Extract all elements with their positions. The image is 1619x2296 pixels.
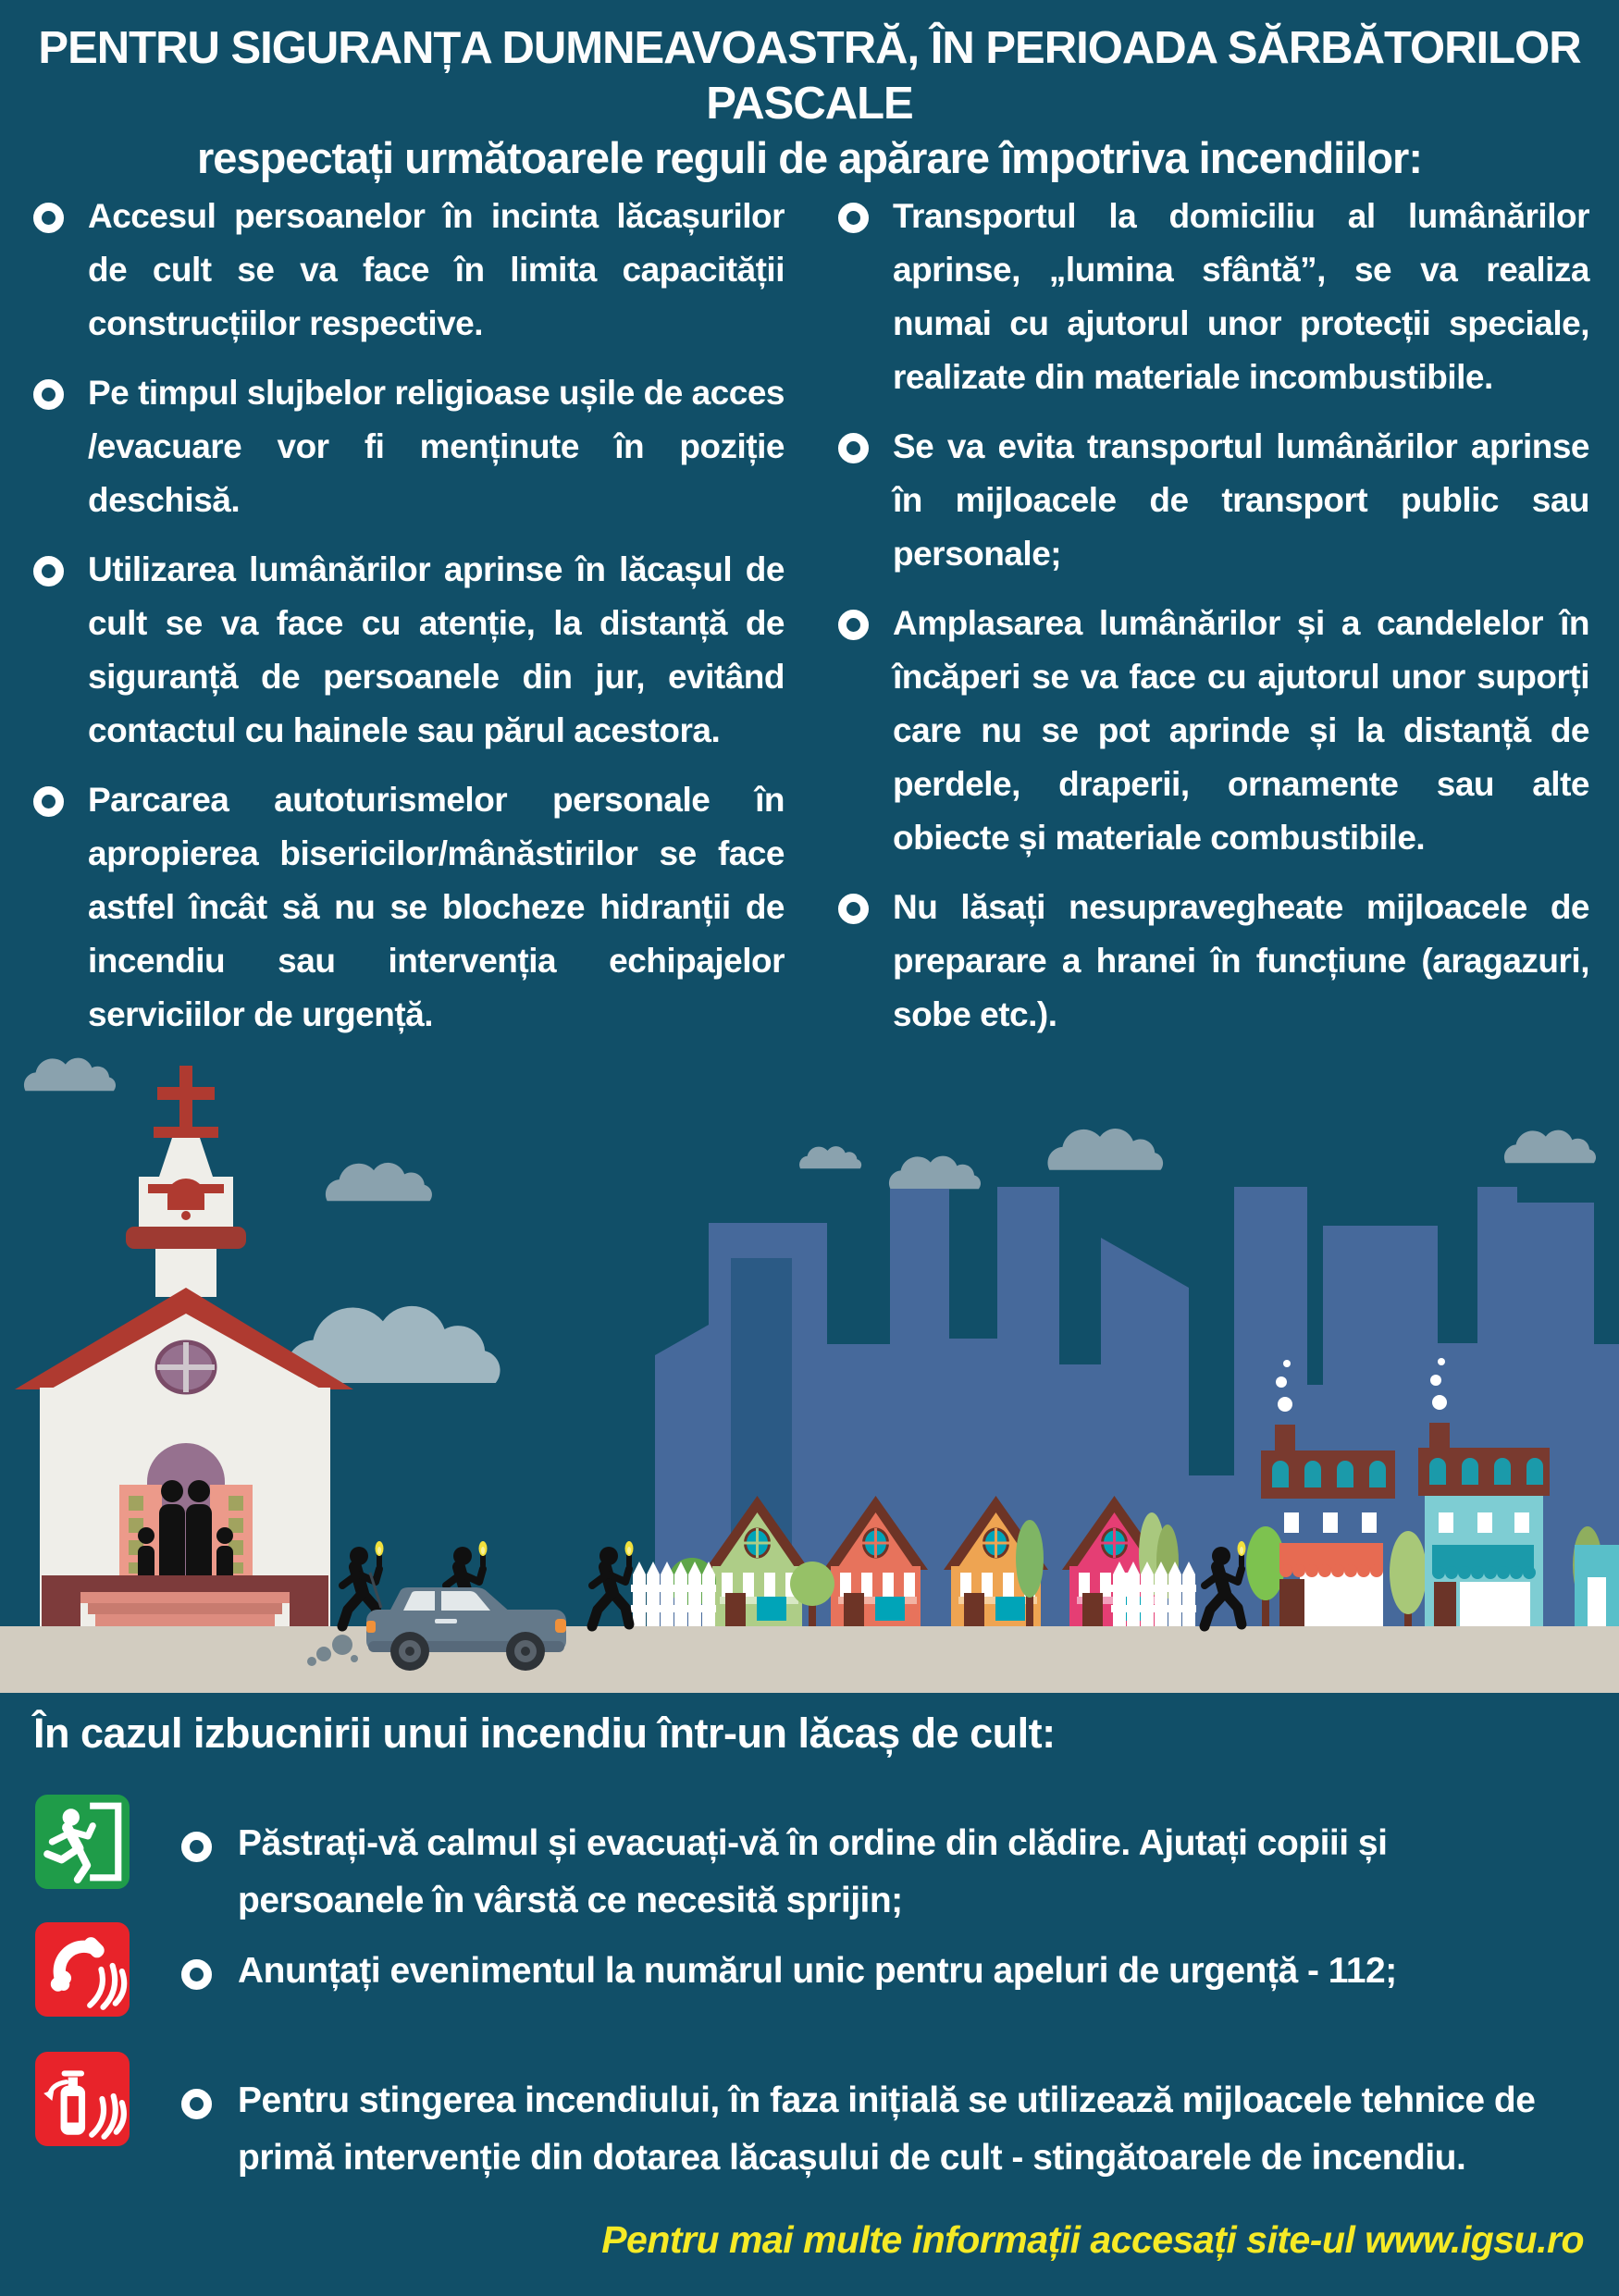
bullet-donut-icon [838, 610, 869, 640]
bullet-donut-icon [838, 203, 869, 233]
church-steps [80, 1592, 290, 1603]
emergency-text: Pentru stingerea incendiului, în faza inițială se utilizează mijloacele tehnice de primă intervenție din dotarea lăcașului de cult - stingătoarele de incendiu. [238, 2080, 1536, 2178]
rule-text: Utilizarea lumânărilor aprinse în lăcașul de cult se va face cu atenție, la distanță de siguranță de persoanele din jur, evitând contactul cu hainele sau părul acestora. [88, 550, 785, 749]
rules-column-right [838, 190, 1589, 1057]
person-walking-candle [592, 1541, 634, 1626]
bullet-donut-icon [33, 203, 64, 233]
emergency-exit-icon [35, 1795, 130, 1889]
bullet-donut-icon [838, 433, 869, 463]
rule-item [33, 190, 785, 351]
rule-item [838, 190, 1589, 404]
rule-text: Parcarea autoturismelor personale în apropierea bisericilor/mânăstirilor se face astfel încât să nu se blocheze hidranții de incendiu sau intervenția echipajelor serviciilor de urgență. [88, 781, 785, 1033]
rule-item [838, 881, 1589, 1042]
emergency-heading: În cazul izbucnirii unui incendiu într-un lăcaș de cult: [33, 1710, 1056, 1757]
fire-extinguisher-icon [35, 2052, 130, 2146]
rule-item [838, 597, 1589, 865]
rules-columns [33, 190, 1589, 1057]
rule-text: Nu lăsați nesupravegheate mijloacele de preparare a hranei în funcțiune (aragazuri, sobe etc.). [893, 888, 1589, 1033]
bullet-donut-icon [33, 379, 64, 410]
fire-phone-icon [35, 1922, 130, 2017]
rule-text: Pe timpul slujbelor religioase ușile de acces /evacuare vor fi menținute în poziție deschisă. [88, 374, 785, 519]
emergency-text: Anunțați evenimentul la numărul unic pentru apeluri de urgență - 112; [238, 1951, 1397, 1991]
bullet-donut-icon [838, 894, 869, 924]
rule-text: Accesul persoanelor în incinta lăcașurilor de cult se va face în limita capacității construcțiilor respective. [88, 197, 785, 342]
emergency-text: Păstrați-vă calmul și evacuați-vă în ordine din clădire. Ajutați copiii și persoanele în vârstă ce necesită sprijin; [238, 1823, 1388, 1920]
rules-column-left [33, 190, 785, 1057]
rule-item [33, 543, 785, 758]
bullet-donut-icon [33, 556, 64, 586]
bullet-donut-icon [181, 1832, 212, 1862]
street-scene-illustration [0, 1045, 1619, 1693]
rule-text: Amplasarea lumânărilor și a candelelor în încăperi se va face cu ajutorul unor suporți care nu se pot aprinde și la distanță de perdele, draperii, ornamente sau alte obiecte și materiale combustibile. [893, 604, 1589, 857]
bullet-donut-icon [181, 2089, 212, 2119]
emergency-item [35, 1922, 1589, 2017]
bullet-donut-icon [181, 1959, 212, 1990]
rule-text: Se va evita transportul lumânărilor aprinse în mijloacele de transport public sau personale; [893, 427, 1589, 573]
emergency-item [35, 2052, 1589, 2187]
rule-item [838, 420, 1589, 581]
rule-item [33, 366, 785, 527]
street-ground [0, 1626, 1619, 1693]
poster-header [0, 20, 1619, 185]
rule-text: Transportul la domiciliu al lumânărilor aprinse, „lumina sfântă”, se va realiza numai cu ajutorul unor protecții speciale, realizate din materiale incombustibile. [893, 197, 1589, 396]
bullet-donut-icon [33, 786, 64, 817]
header-line1: PENTRU SIGURANȚA DUMNEAVOASTRĂ, ÎN PERIOADA SĂRBĂTORILOR PASCALE [38, 23, 1581, 129]
header-line2: respectați următoarele reguli de apărare împotriva incendiilor: [197, 133, 1422, 182]
footer-website-note: Pentru mai multe informații accesați site-ul www.igsu.ro [601, 2218, 1584, 2261]
emergency-item [35, 1795, 1589, 1930]
rule-item [33, 773, 785, 1042]
